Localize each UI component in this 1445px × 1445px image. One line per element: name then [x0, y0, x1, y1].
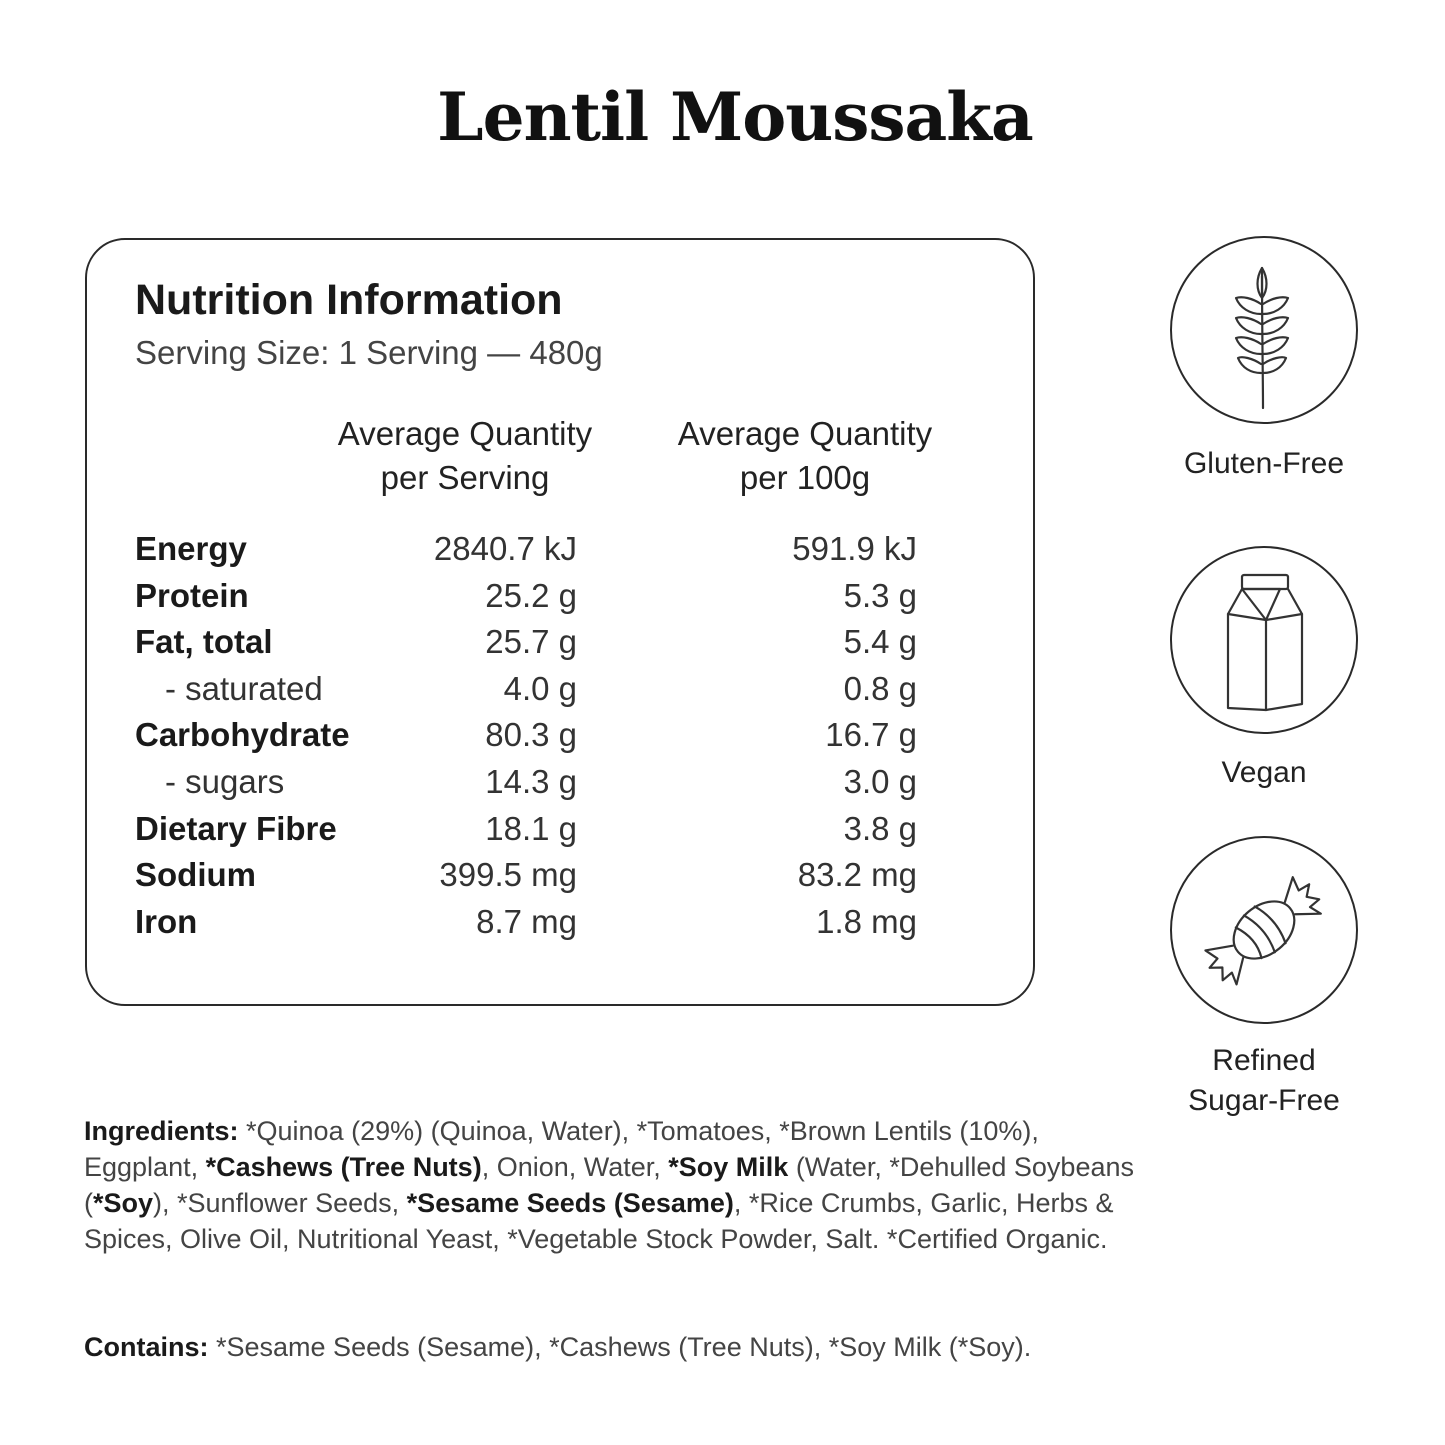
nutrient-label: Iron — [135, 902, 198, 940]
column-header-per-serving — [305, 412, 625, 500]
per-100g-value: 16.7 g — [825, 716, 917, 754]
contains-label: Contains: — [84, 1332, 209, 1362]
per-100g-value: 1.8 mg — [816, 902, 917, 940]
badge-label-line: Gluten-Free — [1183, 447, 1345, 480]
column-header-line: Average Quantity — [677, 415, 933, 452]
nutrition-row-iron — [135, 899, 995, 946]
nutrition-row-saturated — [135, 666, 995, 713]
candy-icon — [1172, 838, 1356, 1022]
per-100g-value: 83.2 mg — [797, 856, 917, 894]
per-serving-value: 25.2 g — [485, 576, 577, 614]
nutrition-row-carbohydrate — [135, 712, 995, 759]
per-serving-value: 2840.7 kJ — [433, 530, 577, 567]
column-header-line: per 100g — [739, 459, 871, 496]
ingredients-text — [84, 1113, 1144, 1257]
per-serving-value: 80.3 g — [485, 716, 577, 754]
nutrition-row-fat-total — [135, 619, 995, 666]
nutrition-row-sugars — [135, 759, 995, 806]
per-serving-value: 8.7 mg — [476, 902, 577, 940]
per-100g-value: 591.9 kJ — [792, 530, 917, 567]
refined-sugar-free-badge — [1170, 836, 1358, 1024]
per-serving-value: 25.7 g — [485, 623, 577, 661]
contains-list: *Sesame Seeds (Sesame), *Cashews (Tree Nuts), *Soy Milk (*Soy). — [208, 1332, 1032, 1362]
badge-label-line: Sugar-Free — [1188, 1084, 1340, 1117]
nutrient-label: Carbohydrate — [135, 716, 350, 754]
per-serving-value: 14.3 g — [485, 762, 577, 800]
ingredients-label: Ingredients: — [84, 1116, 239, 1146]
vegan-badge — [1170, 546, 1358, 734]
nutrient-label: - sugars — [165, 762, 285, 800]
ingredients-segment: (Water, *Dehulled Soybeans ( — [84, 1152, 1134, 1218]
nutrition-row-sodium — [135, 852, 995, 899]
per-100g-value: 0.8 g — [843, 669, 917, 707]
nutrition-panel — [85, 238, 1035, 1006]
nutrient-label: Dietary Fibre — [135, 809, 337, 847]
nutrient-label: Energy — [135, 530, 247, 567]
column-header-per-100g — [645, 412, 965, 500]
nutrition-row-dietary-fibre — [135, 806, 995, 853]
allergen-soy: *Soy — [93, 1188, 154, 1218]
nutrient-label: Protein — [135, 576, 249, 614]
ingredients-segment: ), *Sunflower Seeds, — [153, 1188, 407, 1218]
per-100g-value: 3.0 g — [843, 762, 917, 800]
column-header-line: per Serving — [380, 459, 550, 496]
per-100g-value: 3.8 g — [843, 809, 917, 847]
contains-text — [84, 1329, 1144, 1365]
allergen-sesame: *Sesame Seeds (Sesame) — [406, 1188, 734, 1218]
column-header-line: Average Quantity — [337, 415, 593, 452]
nutrient-label: Fat, total — [135, 623, 273, 661]
vegan-label — [1140, 753, 1388, 793]
per-serving-value: 4.0 g — [503, 669, 577, 707]
ingredients-segment: , *Rice Crumbs, Garlic, Herbs & Spices, Olive Oil, Nutritional Yeast, *Vegetable Stock Powder, Salt. *Certified Organic. — [84, 1188, 1114, 1254]
allergen-cashews: *Cashews (Tree Nuts) — [205, 1152, 482, 1182]
wheat-icon — [1172, 238, 1356, 422]
nutrition-row-energy — [135, 526, 995, 573]
nutrition-row-protein — [135, 573, 995, 620]
milk-carton-icon — [1172, 548, 1356, 732]
allergen-soy-milk: *Soy Milk — [668, 1152, 789, 1182]
nutrient-label: - saturated — [165, 669, 323, 707]
badge-label-line: Refined — [1212, 1044, 1316, 1077]
per-serving-value: 399.5 mg — [439, 856, 577, 894]
per-100g-value: 5.4 g — [843, 623, 917, 661]
gluten-free-label — [1140, 444, 1388, 484]
badge-label-line: Vegan — [1221, 756, 1307, 789]
product-title: Lentil Moussaka — [437, 78, 1033, 156]
refined-sugar-free-label — [1140, 1041, 1388, 1121]
ingredients-segment: , Onion, Water, — [481, 1152, 669, 1182]
nutrition-heading: Nutrition Information — [135, 276, 563, 324]
nutrition-rows — [135, 526, 995, 945]
per-serving-value: 18.1 g — [485, 809, 577, 847]
gluten-free-badge — [1170, 236, 1358, 424]
serving-size: Serving Size: 1 Serving — 480g — [135, 334, 603, 371]
ingredients-segment: *Quinoa (29%) (Quinoa, Water), *Tomatoes, *Brown Lentils (10%), Eggplant, — [84, 1116, 1039, 1182]
per-100g-value: 5.3 g — [843, 576, 917, 614]
nutrient-label: Sodium — [135, 856, 256, 894]
